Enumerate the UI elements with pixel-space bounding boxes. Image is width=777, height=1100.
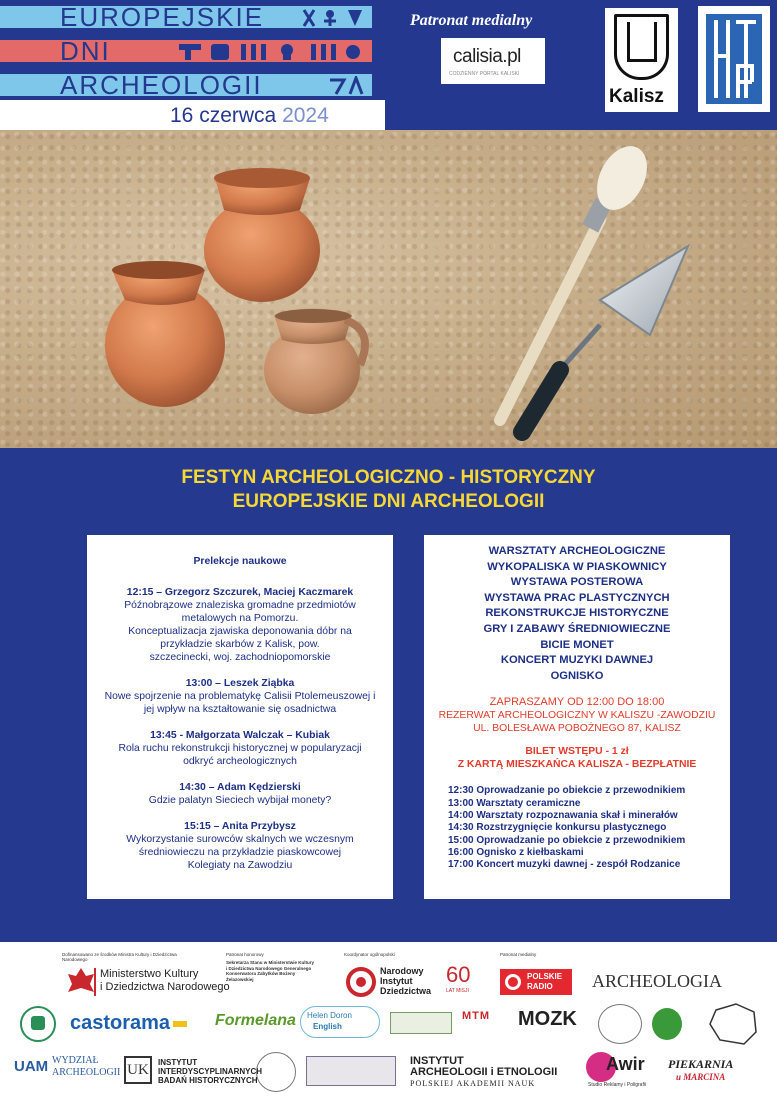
calisia-logo-text: calisia.pl	[453, 46, 521, 67]
lecture-speaker: 13:45 - Małgorzata Walczak – Kubiak	[150, 730, 330, 741]
schedule-item: 15:00 Oprowadzanie po obiekcie z przewodnikiem	[448, 834, 686, 846]
clay-jug	[264, 309, 365, 415]
htp-logo	[698, 6, 770, 112]
lecture-speaker: 14:30 – Adam Kędzierski	[179, 782, 301, 793]
attraction-item: WARSZTATY ARCHEOLOGICZNE	[488, 545, 666, 557]
event-date-day: 16 czerwca	[170, 104, 277, 127]
piekarnia-line-2: u MARCINA	[676, 1072, 726, 1082]
lecture-line: przykładzie skarbów z Kalisk, pow.	[160, 639, 320, 650]
upper-clay-pot	[204, 168, 320, 302]
archaic-figures-row-icon	[175, 42, 365, 62]
archaic-symbol-icon	[326, 76, 370, 96]
attraction-item: KONCERT MUZYKI DAWNEJ	[500, 654, 654, 667]
radio-circle-icon	[505, 974, 521, 990]
event-title-block	[0, 0, 385, 130]
iibh-line-3: BADAŃ HISTORYCZNYCH	[158, 1076, 258, 1085]
poland-map-icon	[706, 1002, 760, 1046]
polish-eagle-icon	[66, 966, 96, 998]
lecture-line: Wykorzystanie surowców skalnych we wczesnym	[126, 834, 354, 845]
green-crest-icon	[652, 1008, 682, 1040]
helen-doron-sub: English	[313, 1022, 342, 1031]
polskie-radio-logo	[500, 969, 572, 995]
schedule-item: 14:30 Rozstrzygnięcie konkursu plastycznego	[448, 822, 667, 834]
media-patronage-label: Patronat medialny	[410, 12, 533, 29]
calisia-logo-sub: CODZIENNY PORTAL KALISKI	[449, 71, 520, 77]
ticket-info	[424, 745, 730, 771]
ministry-line-2: i Dziedzictwa Narodowego	[100, 981, 230, 993]
polskie-radio-line-2: RADIO	[527, 982, 553, 991]
polskie-radio-line-1: POLSKIE	[527, 972, 563, 981]
lecture-line: Kolegiaty na Zawodziu	[187, 860, 293, 871]
attractions-panel	[424, 535, 730, 899]
festival-title	[0, 466, 777, 514]
formelana-logo: Formelana	[215, 1012, 296, 1029]
nid-years: 60	[446, 962, 471, 987]
mtm-logo: MTM	[462, 1010, 491, 1022]
sponsors-strip	[0, 942, 777, 1100]
lectures-heading: Prelekcje naukowe	[193, 556, 287, 567]
attractions-list	[424, 544, 730, 684]
nid-years-sub: LAT MISJI	[446, 988, 469, 994]
calisia-logo	[441, 38, 545, 84]
lectures-panel	[87, 535, 393, 899]
htp-monogram-icon	[706, 14, 762, 104]
title-line-2	[0, 36, 372, 66]
nid-line-1: Narodowy	[380, 966, 424, 976]
lecture-line: metalowych na Pomorzu.	[181, 613, 299, 624]
festival-title-line-1: FESTYN ARCHEOLOGICZNO - HISTORYCZNY	[181, 467, 596, 488]
nid-line-3: Dziedzictwa	[380, 986, 432, 996]
wydzial-line-2: ARCHEOLOGII	[52, 1067, 121, 1078]
nid-logo-icon	[346, 966, 376, 998]
iae-logo	[410, 1056, 557, 1089]
title-line-3-text: ARCHEOLOGII	[60, 70, 263, 100]
iibh-line-1: INSTYTUT	[158, 1058, 198, 1067]
event-date-year: 2024	[282, 104, 329, 127]
attraction-item: WYKOPALISKA W PIASKOWNICY	[487, 560, 667, 573]
title-line-1-text: EUROPEJSKIE	[60, 2, 265, 32]
wydzial-logo	[52, 1055, 120, 1079]
schedule-list	[448, 785, 730, 871]
honorary-text: Sekretarza Stanu w Ministerstwie Kultury i Dziedzictwa Narodowego Generalnego Konserwatora Zabytków Bożeny Żelazowskiej	[226, 960, 315, 982]
attraction-item: OGNISKO	[550, 669, 604, 682]
circular-seal-icon	[598, 1004, 642, 1044]
lecture-speaker: 12:15 – Grzegorz Szczurek, Maciej Kaczmarek	[126, 587, 354, 598]
event-date	[0, 100, 385, 130]
nid-line-2: Instytut	[380, 976, 413, 986]
kalisz-logo-text: Kalisz	[609, 86, 664, 107]
coorganizer-label: Koordynator ogólnopolski	[344, 952, 395, 957]
attraction-item: WYSTAWA POSTEROWA	[510, 576, 644, 589]
media-patron-label: Patronat medialny	[500, 952, 537, 957]
pottery-and-tools-illustration	[0, 130, 777, 448]
uam-logo: UAM	[14, 1058, 49, 1075]
nid-logo-text	[380, 966, 431, 996]
attraction-item: GRY I ZABAWY ŚREDNIOWIECZNE	[483, 622, 671, 635]
building-logo-icon	[390, 1012, 452, 1034]
kalisz-logo	[605, 8, 678, 112]
iibh-logo	[158, 1058, 262, 1085]
lecture-item	[87, 820, 393, 872]
lecture-line: Rola ruchu rekonstrukcji historycznej w popularyzacji	[118, 743, 362, 754]
lecture-speaker: 15:15 – Anita Przybysz	[184, 821, 296, 832]
ticket-free-note: Z KARTĄ MIESZKAŃCA KALISZA - BEZPŁATNIE	[457, 759, 697, 771]
iibh-line-2: INTERDYSCYPLINARNYCH	[158, 1067, 263, 1076]
lecture-line: szczecinecki, woj. zachodniopomorskie	[149, 652, 331, 663]
awir-logo: Awir	[606, 1054, 645, 1074]
helen-doron-text: Helen Doron	[307, 1011, 352, 1020]
ministry-logo	[100, 968, 230, 994]
attraction-item: REKONSTRUKCJE HISTORYCZNE	[485, 607, 669, 620]
lecture-line: Późnobrązowe znaleziska gromadne przedmiotów	[124, 600, 356, 611]
round-seal-icon	[256, 1052, 296, 1092]
schedule-item: 12:30 Oprowadzanie po obiekcie z przewodnikiem	[448, 785, 686, 797]
attraction-item: WYSTAWA PRAC PLASTYCZNYCH	[484, 591, 670, 604]
funding-label: Dofinansowano ze środków Ministra Kultury i Dziedzictwa Narodowego	[62, 952, 177, 962]
archaic-figures-icon	[300, 8, 370, 28]
awir-sub: Studio Reklamy i Poligrafii	[588, 1082, 647, 1088]
schedule-item: 14:00 Warsztaty rozpoznawania skał i minerałów	[448, 809, 678, 821]
left-clay-vase	[105, 261, 225, 407]
piekarnia-line-1: PIEKARNIA	[668, 1057, 734, 1071]
festival-title-line-2: EUROPEJSKIE DNI ARCHEOLOGII	[232, 491, 545, 512]
castorama-logo	[70, 1012, 187, 1035]
piekarnia-logo	[668, 1058, 733, 1084]
title-line-1	[0, 2, 372, 32]
iae-line-2: ARCHEOLOGII i ETNOLOGII	[410, 1066, 558, 1078]
schedule-item: 17:00 Koncert muzyki dawnej - zespół Rodzanice	[448, 859, 681, 871]
lecture-line: średniowieczu na przykładzie piaskowcowej	[138, 847, 342, 858]
lecture-line: odkryć archeologicznych	[183, 756, 297, 767]
ticket-price: BILET WSTĘPU - 1 zł	[525, 746, 629, 758]
lecture-item	[87, 677, 393, 716]
iae-line-3: POLSKIEJ AKADEMII NAUK	[410, 1079, 536, 1088]
schedule-item: 16:00 Ognisko z kiełbaskami	[448, 846, 584, 858]
palace-logo-icon	[306, 1056, 396, 1086]
excavation-photo	[0, 130, 777, 448]
invitation-hours: ZAPRASZAMY OD 12:00 DO 18:00	[489, 696, 665, 709]
wydzial-line-1: WYDZIAŁ	[52, 1055, 99, 1066]
attraction-item: BICIE MONET	[540, 638, 614, 651]
program-section	[0, 448, 777, 942]
kalisz-tower-icon	[627, 22, 657, 62]
ministry-line-1: Ministerstwo Kultury	[100, 968, 199, 980]
lecture-speaker: 13:00 – Leszek Ziąbka	[185, 678, 295, 689]
title-line-2-text: DNI	[60, 36, 111, 66]
uk-logo: UK	[124, 1056, 152, 1084]
helen-doron-logo	[300, 1006, 380, 1038]
archeologia-logo: ARCHEOLOGIA	[592, 971, 722, 991]
iae-line-1: INSTYTUT	[410, 1055, 464, 1067]
lecture-item	[87, 781, 393, 807]
title-line-3	[0, 70, 372, 100]
castorama-text: castorama	[70, 1012, 171, 1034]
invitation-address: UL. BOLESŁAWA POBOŻNEGO 87, KALISZ	[473, 723, 681, 735]
honorary-label: Patronat honorowy	[226, 952, 264, 957]
lecture-line: Gdzie palatyn Sieciech wybijał monety?	[148, 795, 332, 806]
invitation-venue: REZERWAT ARCHEOLOGICZNY W KALISZU -ZAWODZIU	[438, 710, 716, 722]
schedule-item: 13:00 Warsztaty ceramiczne	[448, 797, 581, 809]
lecture-line: jej wpływ na kształtowanie się osadnictwa	[143, 704, 337, 715]
lecture-line: Nowe spojrzenie na problematykę Calisii Ptolemeuszowej i	[104, 691, 376, 702]
lecture-item	[87, 729, 393, 768]
invitation-block	[424, 696, 730, 735]
lecture-line: Konceptualizacja zjawiska deponowania dóbr na	[128, 626, 352, 637]
reserve-badge-icon	[20, 1006, 56, 1042]
mozk-logo: MOZK	[518, 1008, 577, 1030]
header-banner	[0, 0, 777, 130]
lecture-item	[87, 586, 393, 664]
